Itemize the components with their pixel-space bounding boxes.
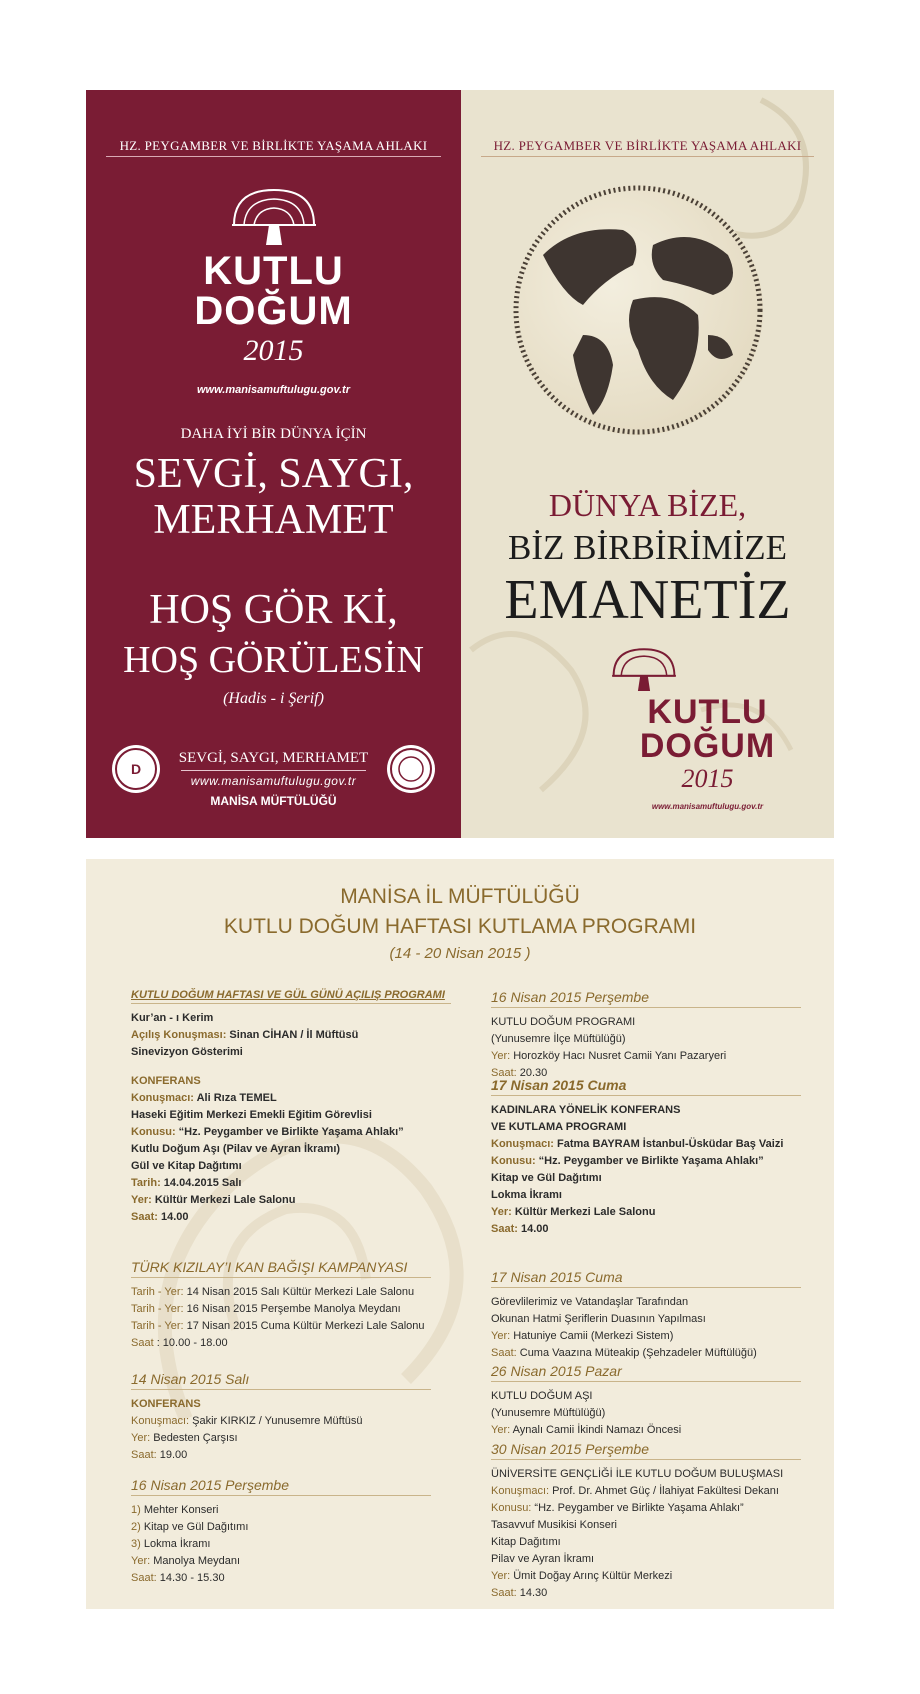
line-label: Tarih - Yer:	[131, 1286, 187, 1298]
line-value: Prof. Dr. Ahmet Güç / İlahiyat Fakültesi Dekanı	[552, 1485, 779, 1497]
line-value: Sinevizyon Gösterimi	[131, 1046, 243, 1058]
program-section	[491, 1077, 801, 1238]
program-line	[131, 1502, 431, 1519]
section-heading: 17 Nisan 2015 Cuma	[491, 1269, 801, 1288]
globe-icon	[513, 185, 763, 435]
program-line	[131, 1430, 431, 1447]
program-line	[131, 1318, 431, 1335]
program-line	[131, 1447, 431, 1464]
line-value: Kültür Merkezi Lale Salonu	[154, 1194, 296, 1206]
line-value: Horozköy Hacı Nusret Camii Yanı Pazaryeri	[513, 1050, 727, 1062]
line-label: KONFERANS	[131, 1398, 201, 1410]
line-value: Bedesten Çarşısı	[153, 1432, 238, 1444]
tree-icon	[606, 645, 682, 693]
line-value: 14.30	[519, 1587, 548, 1599]
program-line	[131, 1107, 451, 1124]
line-value: 19.00	[159, 1449, 188, 1461]
program-line	[491, 1388, 801, 1405]
program-section	[491, 1269, 801, 1362]
program-line	[131, 1044, 451, 1061]
quote-source: (Hadis - i Şerif)	[223, 690, 324, 707]
line-value: Kitap ve Gül Dağıtımı	[143, 1521, 249, 1533]
section-heading: 16 Nisan 2015 Perşembe	[131, 1477, 431, 1496]
program-line	[491, 1294, 801, 1311]
program-line	[131, 1413, 431, 1430]
line-label: Konuşmacı:	[131, 1415, 193, 1427]
program-line	[491, 1170, 801, 1187]
section-heading: 17 Nisan 2015 Cuma	[491, 1077, 801, 1096]
program-line	[491, 1500, 801, 1517]
program-line	[491, 1534, 801, 1551]
tree-icon	[224, 185, 324, 247]
program-line	[491, 1585, 801, 1602]
line-label: Yer:	[491, 1050, 514, 1062]
program-line	[131, 1141, 451, 1158]
program-title2: KUTLU DOĞUM HAFTASI KUTLAMA PROGRAMI	[223, 915, 697, 938]
program-line	[491, 1119, 801, 1136]
line-value: : 10.00 - 18.00	[156, 1337, 228, 1349]
program-line	[131, 1335, 431, 1352]
bottom-url: www.manisamuftulugu.gov.tr	[651, 802, 764, 811]
line-value: 17 Nisan 2015 Cuma Kültür Merkezi Lale Salonu	[186, 1320, 425, 1332]
quote-line1: HOŞ GÖR Kİ,	[149, 587, 398, 633]
line-label: KONFERANS	[131, 1075, 201, 1087]
line-value: Şakir KIRKIZ / Yunusemre Müftüsü	[192, 1415, 363, 1427]
line-value: Pilav ve Ayran İkramı	[491, 1553, 595, 1565]
footer-url: www.manisamuftulugu.gov.tr	[190, 774, 357, 788]
tagline-line1: SEVGİ, SAYGI,	[133, 451, 414, 497]
program-line	[131, 1061, 451, 1073]
line-label: Konusu:	[131, 1126, 179, 1138]
line-value: “Hz. Peygamber ve Birlikte Yaşama Ahlakı”	[178, 1126, 404, 1138]
line-label: 2)	[131, 1521, 144, 1533]
program-line	[491, 1221, 801, 1238]
line-label: Saat:	[131, 1572, 160, 1584]
line-value: Cuma Vaazına Müteakip (Şehzadeler Müftülüğü)	[519, 1347, 757, 1359]
program-line	[131, 1027, 451, 1044]
program-line	[491, 1345, 801, 1362]
section-heading: 30 Nisan 2015 Perşembe	[491, 1441, 801, 1460]
line-label: Tarih - Yer:	[131, 1320, 187, 1332]
line-label: Tarih:	[131, 1177, 164, 1189]
section-heading: 26 Nisan 2015 Pazar	[491, 1363, 801, 1382]
logo-kutlu: KUTLU	[647, 693, 768, 731]
line-label: Konusu:	[491, 1155, 539, 1167]
program-line	[131, 1010, 451, 1027]
program-line	[491, 1466, 801, 1483]
program-section	[131, 1477, 431, 1587]
line-label: Yer:	[131, 1432, 154, 1444]
program-line	[131, 1570, 431, 1587]
line-label: Saat:	[491, 1587, 520, 1599]
line-label: Konuşmacı:	[491, 1485, 553, 1497]
line-value: KADINLARA YÖNELİK KONFERANS	[491, 1104, 681, 1116]
line-value: 14 Nisan 2015 Salı Kültür Merkezi Lale Salonu	[186, 1286, 415, 1298]
program-line	[491, 1405, 801, 1422]
quote-line2: HOŞ GÖRÜLESİN	[123, 639, 424, 681]
line-label: Yer:	[491, 1424, 513, 1436]
program-line	[131, 1301, 431, 1318]
line-label: 3)	[131, 1538, 144, 1550]
left-header: HZ. PEYGAMBER VE BİRLİKTE YAŞAMA AHLAKI	[119, 138, 428, 153]
tagline-small: DAHA İYİ BİR DÜNYA İÇİN	[180, 426, 367, 442]
program-line	[491, 1204, 801, 1221]
line-value: Haseki Eğitim Merkezi Emekli Eğitim Görevlisi	[131, 1109, 372, 1121]
program-line	[491, 1328, 801, 1345]
line-value: ÜNİVERSİTE GENÇLİĞİ İLE KUTLU DOĞUM BULUŞMASI	[491, 1468, 784, 1480]
line-value: Aynalı Camii İkindi Namazı Öncesi	[512, 1424, 682, 1436]
line-value: “Hz. Peygamber ve Birlikte Yaşama Ahlakı”	[534, 1502, 744, 1514]
program-section	[491, 989, 801, 1082]
logo-dogum: DOĞUM	[194, 289, 353, 333]
program-line	[131, 1284, 431, 1301]
left-panel	[86, 90, 461, 838]
section-heading: 14 Nisan 2015 Salı	[131, 1371, 431, 1390]
line-label: Yer:	[131, 1555, 154, 1567]
program-sheet	[86, 859, 834, 1609]
program-line	[491, 1153, 801, 1170]
line-label: Yer:	[491, 1570, 514, 1582]
program-line	[131, 1158, 451, 1175]
footer-org: MANİSA MÜFTÜLÜĞÜ	[210, 794, 337, 808]
line-label: Konuşmacı:	[491, 1138, 558, 1150]
line-value: Gül ve Kitap Dağıtımı	[131, 1160, 242, 1172]
program-section	[131, 1371, 431, 1464]
program-line	[491, 1483, 801, 1500]
program-line	[131, 1124, 451, 1141]
line-value: Kültür Merkezi Lale Salonu	[514, 1206, 656, 1218]
line-value: 16 Nisan 2015 Perşembe Manolya Meydanı	[186, 1303, 401, 1315]
right-header: HZ. PEYGAMBER VE BİRLİKTE YAŞAMA AHLAKI	[493, 138, 802, 153]
line-value: “Hz. Peygamber ve Birlikte Yaşama Ahlakı”	[538, 1155, 764, 1167]
line-label: Saat:	[131, 1211, 161, 1223]
program-line	[131, 1073, 451, 1090]
line-value: 14.30 - 15.30	[159, 1572, 225, 1584]
program-line	[491, 1102, 801, 1119]
program-line	[131, 1519, 431, 1536]
line-value: Kur’an - ı Kerim	[131, 1012, 214, 1024]
line-value: Tasavvuf Musikisi Konseri	[491, 1519, 617, 1531]
program-line	[491, 1014, 801, 1031]
section-heading: 16 Nisan 2015 Perşembe	[491, 989, 801, 1008]
program-line	[491, 1048, 801, 1065]
right-header-divider	[481, 156, 814, 157]
program-section	[491, 1363, 801, 1439]
program-line	[491, 1031, 801, 1048]
right-panel	[461, 90, 834, 838]
program-line	[131, 1175, 451, 1192]
line-value: Lokma İkramı	[143, 1538, 211, 1550]
line-value: 14.04.2015 Salı	[163, 1177, 242, 1189]
svg-text:D: D	[130, 761, 142, 777]
header-divider	[106, 156, 441, 157]
line-value: Kitap Dağıtımı	[491, 1536, 561, 1548]
program-line	[131, 1209, 451, 1226]
line-label: Yer:	[491, 1206, 515, 1218]
logo-year: 2015	[681, 764, 734, 793]
line-value: 14.00	[160, 1211, 189, 1223]
program-line	[491, 1517, 801, 1534]
logo-year: 2015	[243, 334, 304, 367]
line-value: 14.00	[520, 1223, 549, 1235]
line-value: Sinan CİHAN / İl Müftüsü	[229, 1029, 359, 1041]
program-line	[131, 1396, 431, 1413]
program-line	[491, 1311, 801, 1328]
footer-slogan: SEVGİ, SAYGI, MERHAMET	[178, 750, 369, 766]
line-value: KUTLU DOĞUM AŞI	[491, 1390, 593, 1402]
program-line	[131, 1090, 451, 1107]
section-heading: TÜRK KIZILAY’I KAN BAĞIŞI KAMPANYASI	[131, 1259, 431, 1278]
footer-divider	[181, 770, 366, 771]
top-url: www.manisamuftulugu.gov.tr	[197, 384, 350, 396]
line-value: Ali Rıza TEMEL	[196, 1092, 277, 1104]
line-value: Görevlilerimiz ve Vatandaşlar Tarafından	[491, 1296, 689, 1308]
section-heading: KUTLU DOĞUM HAFTASI VE GÜL GÜNÜ AÇILIŞ PROGRAMI	[131, 989, 451, 1004]
line-value: KUTLU DOĞUM PROGRAMI	[491, 1016, 636, 1028]
logo-kutlu: KUTLU	[203, 249, 344, 293]
line-value: Ümit Doğay Arınç Kültür Merkezi	[513, 1570, 673, 1582]
line-value: 20.30	[519, 1067, 548, 1079]
line-label: Tarih - Yer:	[131, 1303, 187, 1315]
program-line	[131, 1192, 451, 1209]
line-label: 1)	[131, 1504, 144, 1516]
line-value: (Yunusemre İlçe Müftülüğü)	[491, 1033, 626, 1045]
program-line	[491, 1187, 801, 1204]
program-line	[491, 1568, 801, 1585]
brochure-cover	[86, 90, 834, 838]
program-title1: MANİSA İL MÜFTÜLÜĞÜ	[340, 885, 580, 908]
line-value: Manolya Meydanı	[153, 1555, 241, 1567]
program-dates: (14 - 20 Nisan 2015 )	[389, 945, 531, 962]
line-value: VE KUTLAMA PROGRAMI	[491, 1121, 627, 1133]
program-section	[131, 989, 451, 1226]
line-value: (Yunusemre Müftülüğü)	[491, 1407, 606, 1419]
program-section	[491, 1441, 801, 1602]
logo-dogum: DOĞUM	[639, 727, 776, 765]
tagline-line2: MERHAMET	[153, 497, 394, 543]
line-value: Kitap ve Gül Dağıtımı	[491, 1172, 602, 1184]
program-line	[131, 1553, 431, 1570]
line-label: Konusu:	[491, 1502, 535, 1514]
line-label: Yer:	[491, 1330, 514, 1342]
slogan-line3: EMANETİZ	[504, 569, 791, 631]
line-value: Lokma İkramı	[491, 1189, 562, 1201]
line-value: Kutlu Doğum Aşı (Pilav ve Ayran İkramı)	[131, 1143, 341, 1155]
line-label: Saat:	[131, 1449, 160, 1461]
program-line	[491, 1136, 801, 1153]
line-label: Konuşmacı:	[131, 1092, 197, 1104]
line-value: Hatuniye Camii (Merkezi Sistem)	[513, 1330, 674, 1342]
line-label: Saat:	[491, 1347, 520, 1359]
program-line	[131, 1536, 431, 1553]
program-section	[131, 1259, 431, 1352]
line-label: Açılış Konuşması:	[131, 1029, 230, 1041]
line-label: Saat	[131, 1337, 157, 1349]
line-value: Mehter Konseri	[143, 1504, 219, 1516]
line-label: Yer:	[131, 1194, 155, 1206]
slogan-line2: BİZ BİRBİRİMİZE	[507, 528, 787, 567]
program-line	[491, 1422, 801, 1439]
line-label: Saat:	[491, 1223, 521, 1235]
program-line	[491, 1551, 801, 1568]
slogan-line1: DÜNYA BİZE,	[548, 487, 747, 523]
line-value: Fatma BAYRAM İstanbul-Üsküdar Baş Vaizi	[557, 1138, 784, 1150]
line-value: Okunan Hatmi Şeriflerin Duasının Yapılması	[491, 1313, 706, 1325]
line-label: Saat:	[491, 1067, 520, 1079]
